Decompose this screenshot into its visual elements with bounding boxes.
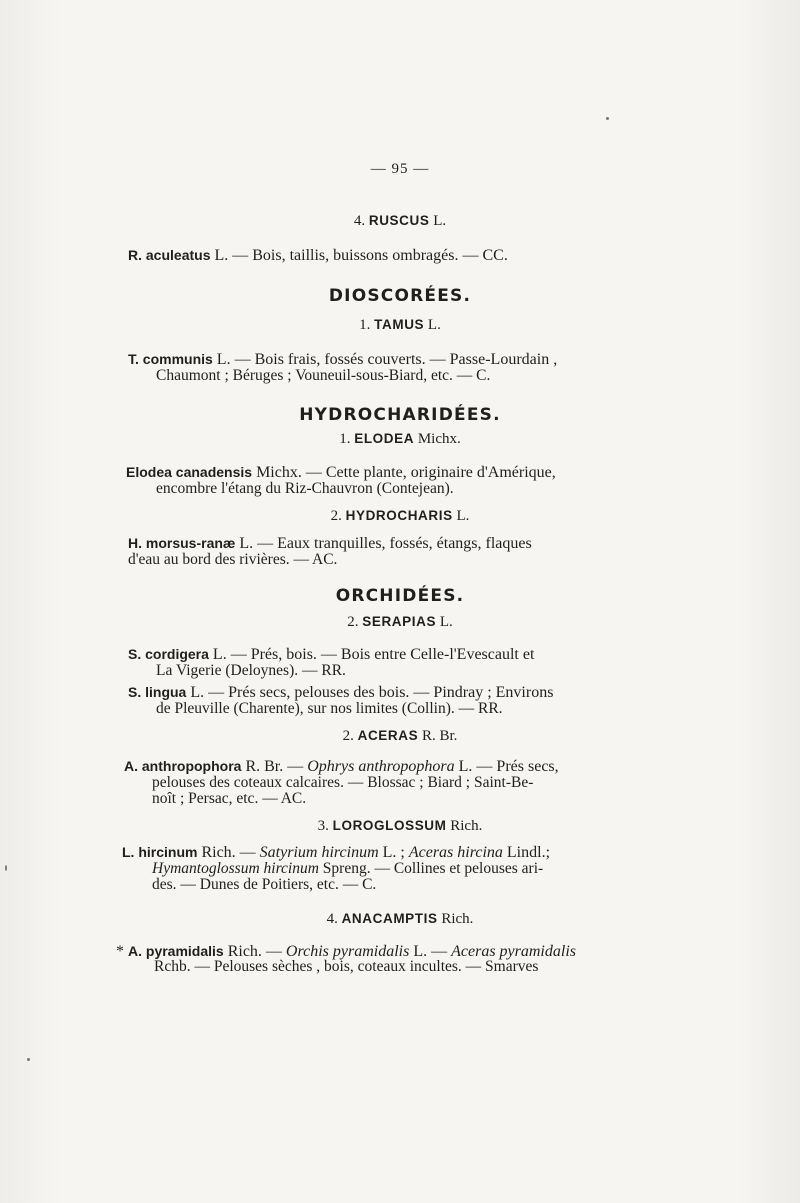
family-heading-hydrocharidees: HYDROCHARIDÉES. — [299, 405, 501, 425]
genus-heading-tamus: 1. TAMUS L. — [359, 317, 441, 333]
species-entry-serapias-lingua: S. lingua L. — Prés secs, pelouses des bois. — Pindray ; Environs — [128, 684, 554, 701]
species-entry-ruscus-aculeatus: R. aculeatus L. — Bois, taillis, buissons ombragés. — CC. — [128, 247, 508, 264]
species-entry-tamus-communis-cont: Chaumont ; Béruges ; Vouneuil-sous-Biard, etc. — C. — [156, 367, 491, 384]
species-entry-serapias-cordigera-cont: La Vigerie (Deloynes). — RR. — [156, 662, 346, 679]
species-entry-loroglossum-hircinum-cont: Hymantoglossum hircinum Spreng. — Collines et pelouses ari- — [152, 860, 544, 877]
species-entry-aceras-anthropophora-cont2: noît ; Persac, etc. — AC. — [152, 790, 307, 807]
print-speck — [27, 1058, 30, 1061]
species-entry-serapias-cordigera: S. cordigera L. — Prés, bois. — Bois entre Celle-l'Evescault et — [128, 646, 535, 663]
species-entry-elodea-canadensis-cont: encombre l'étang du Riz-Chauvron (Contejean). — [156, 480, 454, 497]
species-entry-hydrocharis-morsus-ranae-cont: d'eau au bord des rivières. — AC. — [128, 551, 338, 568]
page-number: — 95 — — [370, 161, 430, 177]
family-heading-dioscorees: DIOSCORÉES. — [328, 286, 472, 306]
species-entry-hydrocharis-morsus-ranae: H. morsus-ranæ L. — Eaux tranquilles, fossés, étangs, flaques — [128, 535, 532, 552]
genus-heading-ruscus: 4. RUSCUS L. — [353, 213, 447, 229]
print-speck — [5, 865, 7, 871]
print-speck — [606, 117, 609, 120]
species-entry-loroglossum-hircinum: L. hircinum Rich. — Satyrium hircinum L. ; Aceras hircina Lindl.; — [122, 844, 551, 861]
species-entry-serapias-lingua-cont: de Pleuville (Charente), sur nos limites (Collin). — RR. — [156, 700, 503, 717]
genus-heading-aceras: 2. ACERAS R. Br. — [342, 728, 458, 744]
genus-heading-serapias: 2. SERAPIAS L. — [347, 614, 453, 630]
species-entry-loroglossum-hircinum-cont2: des. — Dunes de Poitiers, etc. — C. — [152, 876, 377, 893]
genus-heading-elodea: 1. ELODEA Michx. — [339, 431, 461, 447]
species-entry-elodea-canadensis: Elodea canadensis Michx. — Cette plante, originaire d'Amérique, — [126, 464, 556, 481]
species-entry-aceras-anthropophora-cont: pelouses des coteaux calcaires. — Blossac ; Biard ; Saint-Be- — [152, 774, 534, 791]
genus-heading-anacamptis: 4. ANACAMPTIS Rich. — [326, 911, 474, 927]
species-entry-tamus-communis: T. communis L. — Bois frais, fossés couverts. — Passe-Lourdain , — [128, 351, 558, 368]
species-entry-anacamptis-pyramidalis: * A. pyramidalis Rich. — Orchis pyramidalis L. — Aceras pyramidalis — [116, 943, 576, 960]
genus-heading-loroglossum: 3. LOROGLOSSUM Rich. — [317, 818, 483, 834]
species-entry-anacamptis-pyramidalis-cont: Rchb. — Pelouses sèches , bois, coteaux incultes. — Smarves — [154, 958, 539, 975]
family-heading-orchidees: ORCHIDÉES. — [335, 586, 465, 606]
genus-heading-hydrocharis: 2. HYDROCHARIS L. — [330, 508, 470, 524]
species-entry-aceras-anthropophora: A. anthropophora R. Br. — Ophrys anthropophora L. — Prés secs, — [124, 758, 559, 775]
